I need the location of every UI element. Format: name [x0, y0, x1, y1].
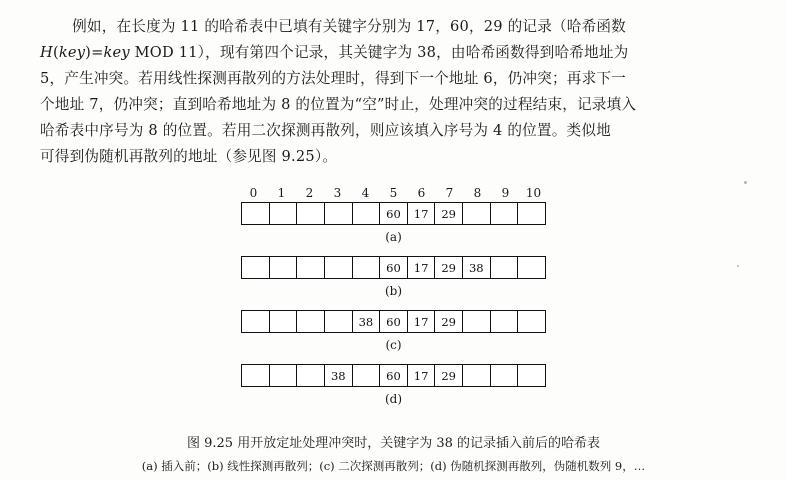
hash-cell: 38 — [353, 311, 381, 332]
hash-cell — [270, 311, 298, 332]
col-index-0: 0 — [249, 186, 258, 200]
col-index-3: 3 — [333, 186, 342, 200]
hash-cell: 60 — [380, 257, 408, 278]
figure-9-25 — [40, 186, 747, 474]
hash-cell: 17 — [408, 257, 436, 278]
hash-cell — [491, 257, 519, 278]
hash-cell — [242, 365, 270, 386]
column-index-header — [240, 186, 548, 200]
body-paragraph — [40, 14, 747, 170]
formula-h-key: H — [40, 44, 53, 61]
col-index-2: 2 — [305, 186, 314, 200]
hash-cell — [518, 311, 546, 332]
hash-cell — [297, 257, 325, 278]
hash-table-block-c — [40, 310, 747, 364]
subfigure-label-c: (c) — [385, 338, 402, 352]
hash-table-row-d — [241, 364, 546, 387]
hash-cell — [518, 203, 546, 224]
hash-cell — [353, 365, 381, 386]
hash-table-row-a — [241, 202, 546, 225]
paragraph-line-6: 可得到伪随机再散列的地址（参见图 9.25）。 — [40, 148, 338, 165]
hash-cell — [491, 365, 519, 386]
col-index-9: 9 — [501, 186, 510, 200]
hash-cell — [463, 311, 491, 332]
hash-cell — [270, 257, 298, 278]
figure-subcaption: (a) 插入前；(b) 线性探测再散列；(c) 二次探测再散列；(d) 伪随机探测再散列，伪随机数列 9，… — [141, 459, 646, 473]
hash-cell — [518, 365, 546, 386]
hash-cell: 29 — [435, 311, 463, 332]
hash-cell — [242, 311, 270, 332]
hash-cell: 17 — [408, 203, 436, 224]
col-index-5: 5 — [389, 186, 398, 200]
hash-cell — [242, 257, 270, 278]
hash-cell: 60 — [380, 365, 408, 386]
hash-cell — [325, 203, 353, 224]
hash-cell — [270, 365, 298, 386]
paragraph-line-2: H(key)=key MOD 11），现有第四个记录，其关键字为 38，由哈希函数得到哈希地址为 — [40, 44, 629, 61]
formula-key-1: key — [58, 44, 86, 61]
hash-cell — [353, 203, 381, 224]
paragraph-line-1: 例如，在长度为 11 的哈希表中已填有关键字分别为 17，60，29 的记录（哈希函数 — [72, 18, 626, 35]
hash-cell: 29 — [435, 365, 463, 386]
hash-cell — [325, 257, 353, 278]
hash-cell: 29 — [435, 257, 463, 278]
hash-cell: 17 — [408, 365, 436, 386]
hash-cell: 29 — [435, 203, 463, 224]
hash-cell — [353, 257, 381, 278]
hash-table-row-b — [241, 256, 546, 279]
figure-caption: 图 9.25 用开放定址处理冲突时，关键字为 38 的记录插入前后的哈希表 — [186, 436, 601, 451]
paragraph-line-4: 个地址 7，仍冲突；直到哈希地址为 8 的位置为“空”时止，处理冲突的过程结束，记录填入 — [40, 96, 637, 113]
subfigure-label-d: (d) — [384, 392, 403, 406]
paper-speck — [737, 265, 739, 267]
hash-cell — [270, 203, 298, 224]
hash-cell — [297, 203, 325, 224]
col-index-4: 4 — [361, 186, 370, 200]
col-index-7: 7 — [445, 186, 454, 200]
paragraph-line-5: 哈希表中序号为 8 的位置。若用二次探测再散列，则应该填入序号为 4 的位置。类似地 — [40, 122, 611, 139]
hash-cell: 17 — [408, 311, 436, 332]
hash-cell: 38 — [325, 365, 353, 386]
col-index-6: 6 — [417, 186, 426, 200]
formula-key-2: key — [103, 44, 130, 61]
hash-table-block-b — [40, 256, 747, 310]
hash-cell — [297, 311, 325, 332]
hash-cell — [297, 365, 325, 386]
hash-cell — [491, 311, 519, 332]
hash-cell — [491, 203, 519, 224]
subfigure-label-a: (a) — [385, 230, 402, 244]
hash-table-block-a — [40, 186, 747, 256]
col-index-1: 1 — [277, 186, 286, 200]
hash-cell: 60 — [380, 203, 408, 224]
hash-cell: 38 — [463, 257, 491, 278]
hash-cell — [325, 311, 353, 332]
hash-cell — [518, 257, 546, 278]
hash-table-block-d — [40, 364, 747, 418]
hash-cell — [463, 203, 491, 224]
hash-cell: 60 — [380, 311, 408, 332]
hash-table-row-c — [241, 310, 546, 333]
paper-speck — [744, 181, 747, 184]
col-index-10: 10 — [525, 186, 542, 200]
hash-cell — [242, 203, 270, 224]
paragraph-line-3: 5，产生冲突。若用线性探测再散列的方法处理时，得到下一个地址 6，仍冲突；再求下一 — [40, 70, 626, 87]
subfigure-label-b: (b) — [384, 284, 403, 298]
col-index-8: 8 — [473, 186, 482, 200]
hash-cell — [463, 365, 491, 386]
